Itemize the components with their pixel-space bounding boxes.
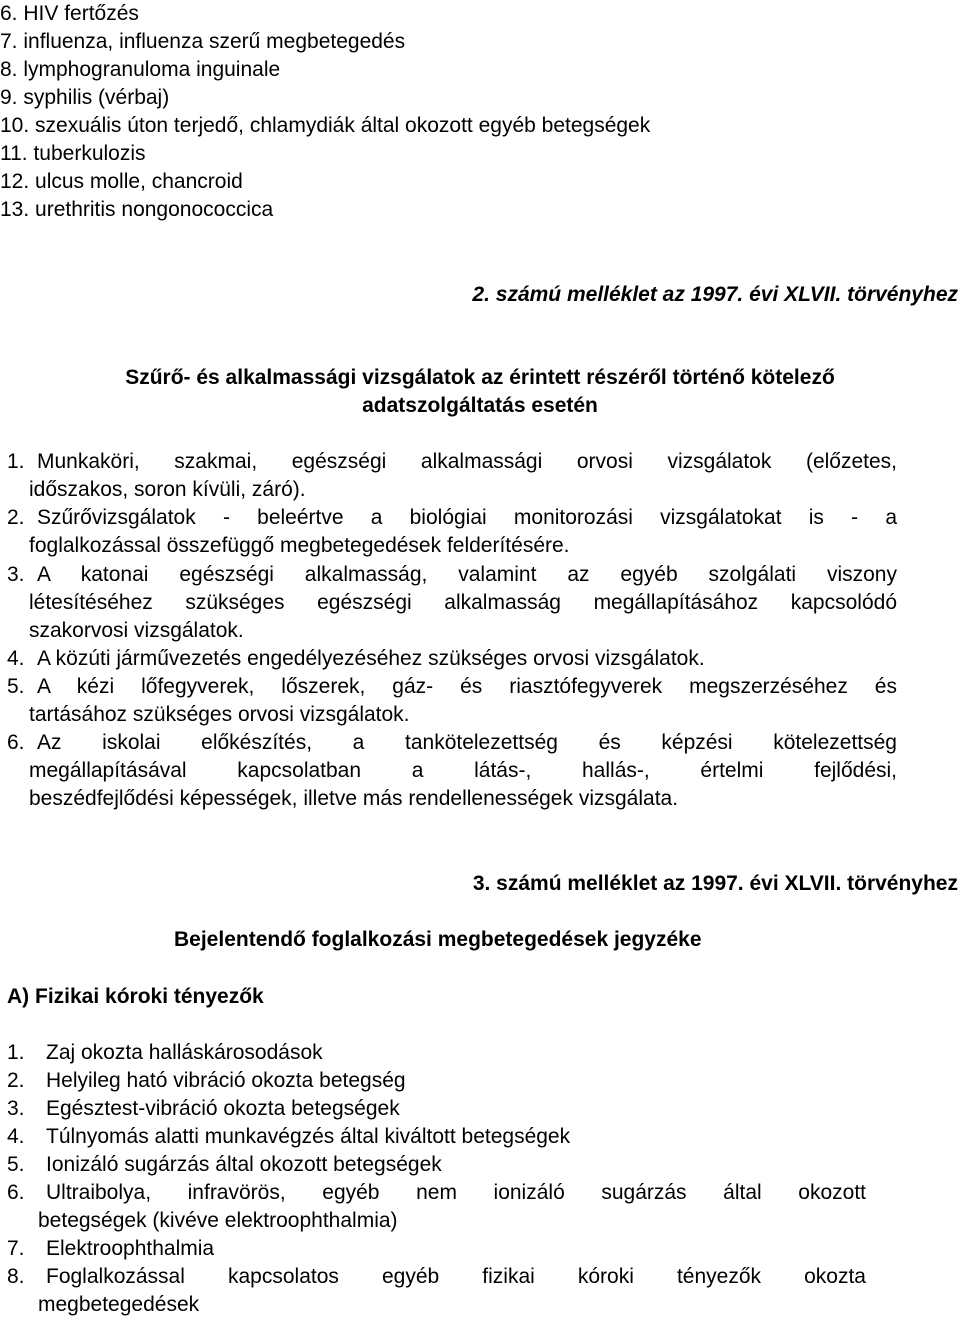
item-number: 3. [7, 563, 25, 586]
section-a-heading: A) Fizikai kóroki tényezők [7, 985, 264, 1008]
item-text: Túlnyomás alatti munkavégzés által kiváltott betegségek [46, 1125, 571, 1148]
item-text: Szűrővizsgálatok - beleértve a biológiai monitorozási vizsgálatokat is - a [37, 506, 897, 529]
item-text: létesítéséhez szükséges egészségi alkalmasság megállapításához kapcsolódó [29, 591, 897, 614]
item-number: 5. [7, 1153, 25, 1176]
item-number: 6. [7, 731, 25, 754]
item-text: A katonai egészségi alkalmasság, valamint az egyéb szolgálati viszony [37, 563, 897, 586]
item-text: időszakos, soron kívüli, záró). [29, 478, 306, 501]
annex3-title: Bejelentendő foglalkozási megbetegedések jegyzéke [174, 928, 702, 951]
item-number: 4. [7, 1125, 25, 1148]
list-item: 9. syphilis (vérbaj) [0, 86, 170, 109]
item-text: beszédfejlődési képességek, illetve más rendellenességek vizsgálata. [29, 787, 679, 810]
list-item: 10. szexuális úton terjedő, chlamydiák által okozott egyéb betegségek [0, 114, 651, 137]
item-text: szakorvosi vizsgálatok. [29, 619, 244, 642]
item-text: Foglalkozással kapcsolatos egyéb fizikai kóroki tényezők okozta [46, 1265, 866, 1288]
item-text: A kézi lőfegyverek, lőszerek, gáz- és riasztófegyverek megszerzéséhez és [37, 675, 897, 698]
item-number: 1. [7, 450, 25, 473]
item-text: betegségek (kivéve elektroophthalmia) [38, 1209, 398, 1232]
item-text: tartásához szükséges orvosi vizsgálatok. [29, 703, 410, 726]
item-text: A közúti járművezetés engedélyezéséhez szükséges orvosi vizsgálatok. [37, 647, 705, 670]
item-number: 1. [7, 1041, 25, 1064]
item-number: 7. [7, 1237, 25, 1260]
list-item: 6. HIV fertőzés [0, 2, 139, 25]
list-item: 11. tuberkulozis [0, 142, 146, 165]
item-number: 3. [7, 1097, 25, 1120]
list-item: 8. lymphogranuloma inguinale [0, 58, 281, 81]
item-text: megbetegedések [38, 1293, 200, 1316]
list-item: 12. ulcus molle, chancroid [0, 170, 243, 193]
item-number: 4. [7, 647, 25, 670]
item-text: Az iskolai előkészítés, a tankötelezettség és képzési kötelezettség [37, 731, 897, 754]
item-number: 2. [7, 1069, 25, 1092]
annex2-title-line2: adatszolgáltatás esetén [362, 394, 598, 417]
item-text: foglalkozással összefüggő megbetegedések felderítésére. [29, 534, 570, 557]
item-text: Ultraibolya, infravörös, egyéb nem ionizáló sugárzás által okozott [46, 1181, 866, 1204]
item-text: Ionizáló sugárzás által okozott betegségek [46, 1153, 442, 1176]
item-number: 8. [7, 1265, 25, 1288]
item-text: Helyileg ható vibráció okozta betegség [46, 1069, 406, 1092]
list-item: 7. influenza, influenza szerű megbetegedés [0, 30, 406, 53]
item-number: 6. [7, 1181, 25, 1204]
item-text: Egésztest-vibráció okozta betegségek [46, 1097, 400, 1120]
item-number: 5. [7, 675, 25, 698]
annex2-heading: 2. számú melléklet az 1997. évi XLVII. törvényhez [472, 283, 958, 306]
item-text: Zaj okozta halláskárosodások [46, 1041, 323, 1064]
item-number: 2. [7, 506, 25, 529]
annex2-title-line1: Szűrő- és alkalmassági vizsgálatok az érintett részéről történő kötelező [125, 366, 835, 389]
item-text: megállapításával kapcsolatban a látás-, hallás-, értelmi fejlődési, [29, 759, 897, 782]
item-text: Elektroophthalmia [46, 1237, 215, 1260]
list-item: 13. urethritis nongonococcica [0, 198, 274, 221]
annex3-heading: 3. számú melléklet az 1997. évi XLVII. törvényhez [472, 872, 958, 895]
item-text: Munkaköri, szakmai, egészségi alkalmassági orvosi vizsgálatok (előzetes, [37, 450, 897, 473]
